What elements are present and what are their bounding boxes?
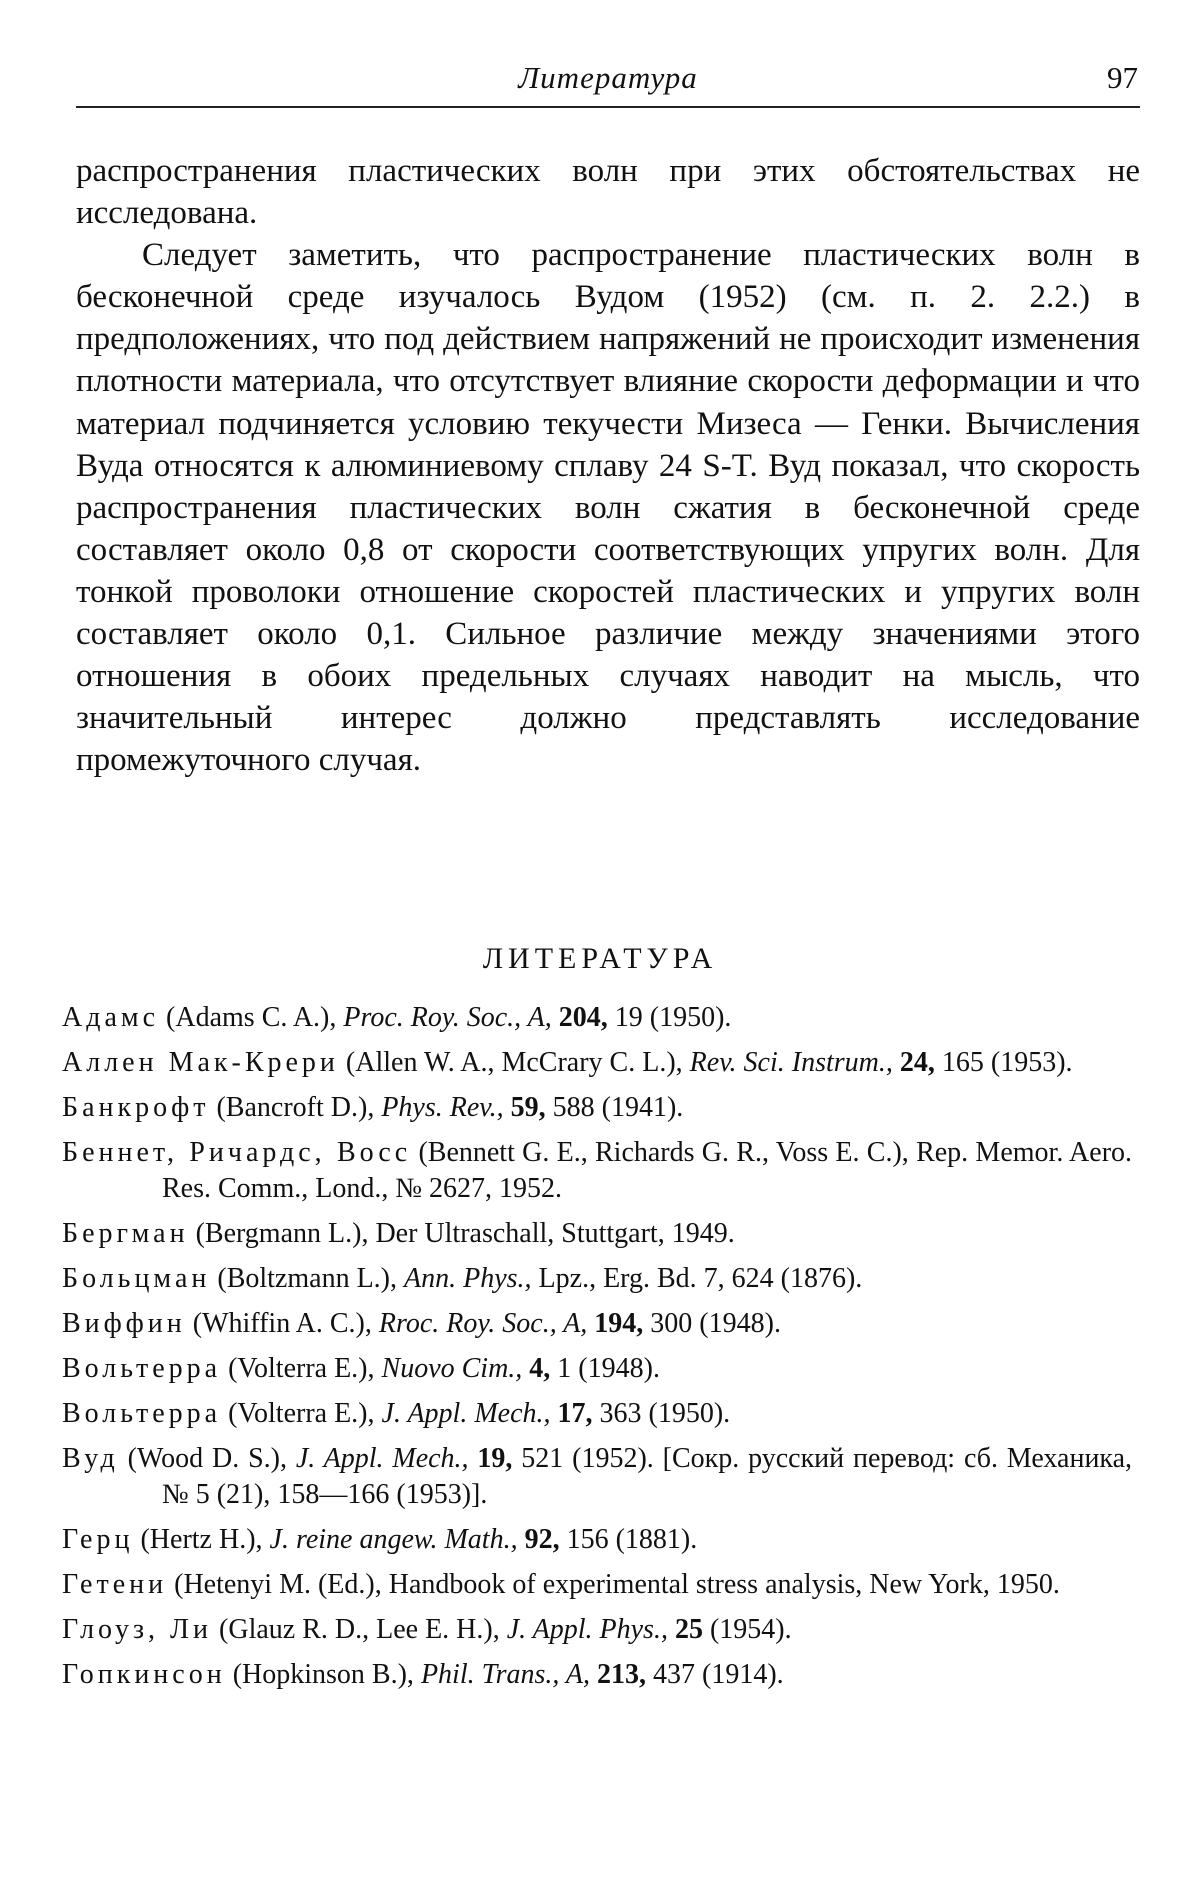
- reference-authors-ru: Вуд: [62, 1443, 119, 1474]
- reference-item: [62, 1522, 1132, 1558]
- reference-volume: 204,: [558, 1002, 608, 1033]
- reference-source: Rev. Sci. Instrum.,: [689, 1047, 893, 1078]
- reference-source: Phil. Trans., A,: [420, 1659, 591, 1690]
- reference-volume: 24,: [899, 1047, 935, 1078]
- reference-authors-latin: (Hetenyi M. (Ed.),: [174, 1569, 382, 1600]
- reference-item: [62, 1441, 1132, 1513]
- reference-authors-latin: (Adams C. A.),: [166, 1002, 337, 1033]
- reference-item: [62, 1261, 1132, 1297]
- reference-volume: 194,: [594, 1308, 644, 1339]
- reference-tail: 165 (1953).: [941, 1047, 1073, 1078]
- reference-authors-ru: Вольтерра: [62, 1398, 222, 1429]
- reference-authors-ru: Бергман: [62, 1218, 189, 1249]
- reference-tail: 19 (1950).: [614, 1002, 732, 1033]
- reference-source: Proc. Roy. Soc., A,: [343, 1002, 552, 1033]
- reference-source: J. Appl. Mech.,: [381, 1398, 551, 1429]
- reference-authors-latin: (Hopkinson B.),: [232, 1659, 414, 1690]
- reference-authors-latin: (Wood D. S.),: [127, 1443, 287, 1474]
- reference-authors-latin: (Volterra E.),: [228, 1353, 375, 1384]
- reference-source: J. Appl. Mech.,: [295, 1443, 469, 1474]
- reference-authors-latin: (Bergmann L.),: [195, 1218, 369, 1249]
- reference-source: J. Appl. Phys.,: [506, 1614, 668, 1645]
- reference-authors-ru: Герц: [62, 1524, 134, 1555]
- reference-authors-ru: Гопкинсон: [62, 1659, 226, 1690]
- reference-source: Phys. Rev.,: [381, 1092, 504, 1123]
- reference-item: [62, 1306, 1132, 1342]
- reference-authors-latin: (Allen W. A., McCrary C. L.),: [345, 1047, 683, 1078]
- reference-authors-latin: (Whiffin A. C.),: [192, 1308, 372, 1339]
- reference-tail: 300 (1948).: [650, 1308, 781, 1339]
- reference-item: [62, 1351, 1132, 1387]
- references-heading: ЛИТЕРАТУРА: [482, 942, 718, 975]
- reference-tail: Lpz., Erg. Bd. 7, 624 (1876).: [538, 1263, 863, 1294]
- reference-volume: 92,: [524, 1524, 560, 1555]
- reference-tail: 437 (1914).: [653, 1659, 784, 1690]
- reference-volume: 59,: [510, 1092, 546, 1123]
- reference-tail: 363 (1950).: [599, 1398, 731, 1429]
- reference-item: [62, 1396, 1132, 1432]
- reference-tail: 588 (1941).: [552, 1092, 684, 1123]
- reference-authors-latin: (Boltzmann L.),: [217, 1263, 397, 1294]
- header-rule: [76, 106, 1140, 108]
- reference-item: [62, 1090, 1132, 1126]
- reference-authors-ru: Больцман: [62, 1263, 211, 1294]
- reference-source: Ann. Phys.,: [404, 1263, 532, 1294]
- reference-source: Rroc. Roy. Soc., A,: [378, 1308, 588, 1339]
- reference-item: [62, 1567, 1132, 1603]
- reference-authors-ru: Беннет, Ричардс, Восс: [62, 1137, 412, 1168]
- reference-tail: (1954).: [709, 1614, 792, 1645]
- running-title: Литература: [518, 60, 698, 95]
- reference-source: Nuovo Cim.,: [381, 1353, 523, 1384]
- reference-authors-ru: Адамс: [62, 1002, 160, 1033]
- reference-item: [62, 1045, 1132, 1081]
- paragraph-continued: распространения пластических волн при этих обстоятельствах не исследована.: [76, 153, 1140, 232]
- running-head: [76, 56, 1140, 106]
- reference-source: J. reine angew. Math.,: [269, 1524, 518, 1555]
- reference-authors-latin: (Glauz R. D., Lee E. H.),: [219, 1614, 500, 1645]
- reference-volume: 213,: [597, 1659, 647, 1690]
- reference-authors-latin: (Hertz H.),: [140, 1524, 263, 1555]
- reference-authors-latin: (Bennett G. E., Richards G. R., Voss E. C.),: [418, 1137, 909, 1168]
- reference-authors-ru: Виффин: [62, 1308, 186, 1339]
- reference-authors-latin: (Volterra E.),: [228, 1398, 375, 1429]
- reference-item: [62, 1135, 1132, 1207]
- reference-item: [62, 1000, 1132, 1036]
- reference-authors-ru: Банкрофт: [62, 1092, 210, 1123]
- reference-item: [62, 1612, 1132, 1648]
- paragraph: Следует заметить, что распространение пластических волн в бесконечной среде изучалось Вудом (1952) (см. п. 2. 2.2.) в предположениях, что под действием напряжений не происходит изменения плотности материала, что отсутствует влияние скорости деформации и что материал подчиняется условию текучести Мизеса — Генки. Вычисления Вуда относятся к алюминиевому сплаву 24 S-T. Вуд показал, что скорость распространения пластических волн сжатия в бесконечной среде составляет около 0,8 от скорости соответствующих упругих волн. Для тонкой проволоки отношение скоростей пластических и упругих волн составляет около 0,1. Сильное различие между значениями этого отношения в обоих предельных случаях наводит на мысль, что значительный интерес должно представлять исследование промежуточного случая.: [76, 237, 1140, 779]
- page-number: 97: [1107, 60, 1138, 95]
- reference-volume: 17,: [557, 1398, 593, 1429]
- reference-tail: Handbook of experimental stress analysis, New York, 1950.: [388, 1569, 1060, 1600]
- reference-tail: Der Ultraschall, Stuttgart, 1949.: [375, 1218, 735, 1249]
- reference-volume: 25: [674, 1614, 703, 1645]
- body-text: [76, 150, 1140, 781]
- reference-authors-ru: Аллен Мак-Крери: [62, 1047, 339, 1078]
- reference-list: [62, 1000, 1132, 1693]
- reference-authors-ru: Глоуз, Ли: [62, 1614, 213, 1645]
- reference-volume: 19,: [477, 1443, 513, 1474]
- reference-authors-ru: Вольтерра: [62, 1353, 222, 1384]
- reference-item: [62, 1216, 1132, 1252]
- reference-tail: Rep. Memor. Aero. Res. Comm., Lond., № 2627, 1952.: [162, 1137, 1133, 1204]
- reference-volume: 4,: [529, 1353, 551, 1384]
- reference-tail: 1 (1948).: [557, 1353, 660, 1384]
- reference-authors-ru: Гетени: [62, 1569, 168, 1600]
- reference-tail: 156 (1881).: [566, 1524, 698, 1555]
- reference-authors-latin: (Bancroft D.),: [216, 1092, 375, 1123]
- reference-item: [62, 1657, 1132, 1693]
- reference-tail: 521 (1952). [Сокр. русский перевод: сб. Механика, № 5 (21), 158—166 (1953)].: [162, 1443, 1133, 1510]
